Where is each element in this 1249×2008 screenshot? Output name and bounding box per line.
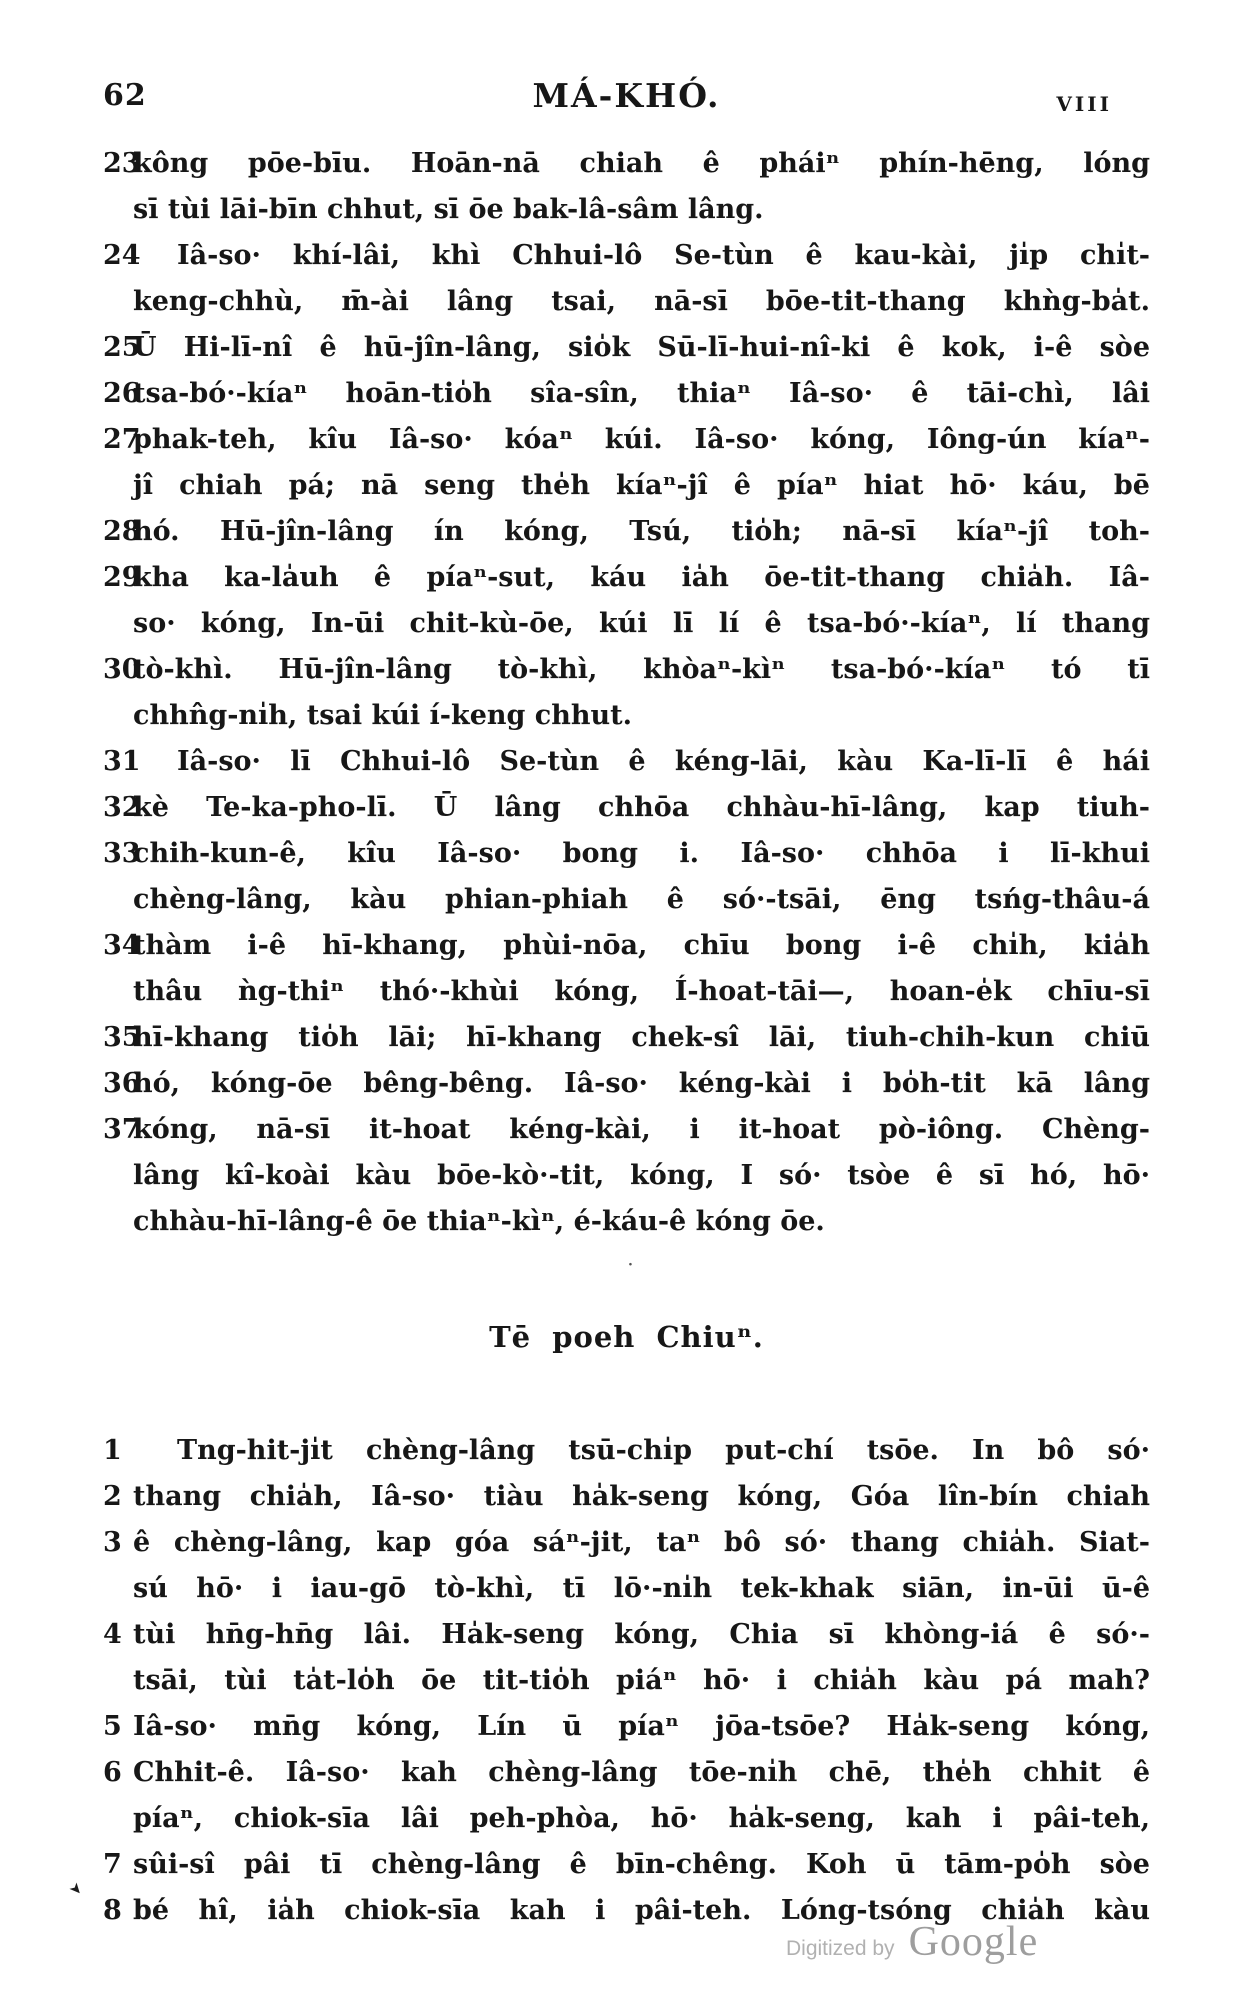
verse-number: 28 — [103, 516, 141, 547]
watermark-text: Digitized by — [786, 1937, 895, 1960]
verse-number: 1 — [103, 1435, 122, 1466]
verse-line — [103, 1428, 1150, 1474]
ink-mark: ➤ — [65, 1878, 88, 1900]
running-title: MÁ-KHÓ. — [532, 76, 721, 115]
verse-number: 23 — [103, 148, 141, 179]
verse-line — [103, 831, 1150, 877]
verse-line — [103, 1796, 1150, 1842]
verse-line — [103, 325, 1150, 371]
verse-text: Iâ-so· mn̄g kóng, Lín ū píaⁿ jōa-tsōe? Ha̍k-seng kóng, — [133, 1711, 1150, 1742]
verse-line — [103, 555, 1150, 601]
section-divider-dot: · — [628, 1257, 633, 1273]
verse-text: Chhit-ê. Iâ-so· kah chèng-lâng tōe-ni̍h chē, the̍h chhit ê — [133, 1757, 1150, 1788]
verse-line — [103, 1153, 1150, 1199]
verse-number: 35 — [103, 1022, 141, 1053]
verse-text: phak-teh, kîu Iâ-so· kóaⁿ kúi. Iâ-so· kóng, Iông-ún kíaⁿ- — [133, 424, 1150, 455]
page-header — [103, 76, 1150, 120]
verse-line — [103, 647, 1150, 693]
verse-text: tsāi, tùi ta̍t-lo̍h ōe tit-tio̍h piáⁿ hō· i chia̍h kàu pá mah? — [133, 1665, 1150, 1696]
verse-line — [103, 1566, 1150, 1612]
verse-text: kông pōe-bīu. Hoān-nā chiah ê pháiⁿ phín-hēng, lóng — [133, 148, 1150, 179]
verse-text: bé hî, ia̍h chiok-sīa kah i pâi-teh. Lóng-tsóng chia̍h kàu — [133, 1895, 1150, 1926]
watermark — [786, 1918, 1038, 1966]
verse-number: 30 — [103, 654, 141, 685]
verse-text: ê chèng-lâng, kap góa sáⁿ-jit, taⁿ bô só· thang chia̍h. Siat- — [133, 1527, 1150, 1558]
verse-number: 29 — [103, 562, 141, 593]
verse-line — [103, 1704, 1150, 1750]
verse-text: hī-khang tio̍h lāi; hī-khang chek-sî lāi, tiuh-chih-kun chiū — [133, 1022, 1150, 1053]
verse-line — [103, 1015, 1150, 1061]
verse-text: chèng-lâng, kàu phian-phiah ê só·-tsāi, ēng tsńg-thâu-á — [133, 884, 1150, 915]
verse-line — [103, 601, 1150, 647]
verse-text: hó. Hū-jîn-lâng ín kóng, Tsú, tio̍h; nā-sī kíaⁿ-jî toh- — [133, 516, 1150, 547]
chapter8-verse-block — [103, 1428, 1150, 1934]
verse-number: 36 — [103, 1068, 141, 1099]
verse-line — [103, 141, 1150, 187]
verse-line — [103, 923, 1150, 969]
verse-line — [103, 463, 1150, 509]
verse-line — [103, 1107, 1150, 1153]
verse-line — [103, 1474, 1150, 1520]
verse-text: thàm i-ê hī-khang, phùi-nōa, chīu bong i-ê chi̍h, kia̍h — [133, 930, 1150, 961]
verse-number: 26 — [103, 378, 141, 409]
verse-text: Tng-hit-ji̍t chèng-lâng tsū-chi̍p put-chí tsōe. In bô só· — [177, 1435, 1150, 1466]
verse-text: thang chia̍h, Iâ-so· tiàu ha̍k-seng kóng, Góa lîn-bín chiah — [133, 1481, 1150, 1512]
verse-line — [103, 371, 1150, 417]
verse-number: 31 — [103, 746, 141, 777]
verse-line — [103, 1842, 1150, 1888]
verse-number: 7 — [103, 1849, 122, 1880]
verse-number: 8 — [103, 1895, 122, 1926]
verse-text: kóng, nā-sī it-hoat kéng-kài, i it-hoat pò-iông. Chèng- — [133, 1114, 1150, 1145]
verse-line — [103, 1520, 1150, 1566]
verse-text: tùi hn̄g-hn̄g lâi. Ha̍k-seng kóng, Chia sī khòng-iá ê só·- — [133, 1619, 1150, 1650]
verse-line — [103, 877, 1150, 923]
verse-text: chhàu-hī-lâng-ê ōe thiaⁿ-kìⁿ, é-káu-ê kóng ōe. — [133, 1206, 825, 1237]
verse-text: thâu ǹg-thiⁿ thó·-khùi kóng, Í-hoat-tāi—, hoan-e̍k chīu-sī — [133, 976, 1150, 1007]
verse-text: sûi-sî pâi tī chèng-lâng ê bīn-chêng. Koh ū tām-po̍h sòe — [133, 1849, 1150, 1880]
chapter7-verse-block — [103, 141, 1150, 1245]
verse-text: kè Te-ka-pho-lī. Ū lâng chhōa chhàu-hī-lâng, kap tiuh- — [133, 792, 1150, 823]
verse-number: 6 — [103, 1757, 122, 1788]
verse-number: 24 — [103, 240, 141, 271]
watermark-google-logo: Google — [908, 1919, 1039, 1965]
verse-line — [103, 739, 1150, 785]
verse-number: 33 — [103, 838, 141, 869]
page-number: 62 — [103, 78, 147, 113]
verse-text: hó, kóng-ōe bêng-bêng. Iâ-so· kéng-kài i bo̍h-tit kā lâng — [133, 1068, 1150, 1099]
verse-text: chih-kun-ê, kîu Iâ-so· bong i. Iâ-so· chhōa i lī-khui — [133, 838, 1150, 869]
verse-text: chhn̂g-ni̍h, tsai kúi í-keng chhut. — [133, 700, 633, 731]
verse-line — [103, 1750, 1150, 1796]
verse-number: 37 — [103, 1114, 141, 1145]
verse-number: 3 — [103, 1527, 122, 1558]
verse-line — [103, 1199, 1150, 1245]
verse-line — [103, 785, 1150, 831]
verse-line — [103, 279, 1150, 325]
verse-text: keng-chhù, m̄-ài lâng tsai, nā-sī bōe-tit-thang khǹg-ba̍t. — [133, 286, 1150, 317]
verse-text: kha ka-la̍uh ê píaⁿ-sut, káu ia̍h ōe-tit-thang chia̍h. Iâ- — [133, 562, 1150, 593]
verse-number: 4 — [103, 1619, 122, 1650]
verse-number: 2 — [103, 1481, 122, 1512]
verse-number: 27 — [103, 424, 141, 455]
verse-number: 25 — [103, 332, 141, 363]
verse-line — [103, 417, 1150, 463]
verse-text: sī tùi lāi-bīn chhut, sī ōe bak-lâ-sâm lâng. — [133, 194, 764, 225]
verse-line — [103, 1061, 1150, 1107]
verse-number: 5 — [103, 1711, 122, 1742]
verse-line — [103, 1658, 1150, 1704]
verse-text: Iâ-so· lī Chhui-lô Se-tùn ê kéng-lāi, kàu Ka-lī-lī ê hái — [177, 746, 1150, 777]
verse-text: tsa-bó·-kíaⁿ hoān-tio̍h sîa-sîn, thiaⁿ Iâ-so· ê tāi-chì, lâi — [133, 378, 1150, 409]
verse-line — [103, 1612, 1150, 1658]
verse-text: lâng kî-koài kàu bōe-kò·-tit, kóng, I só· tsòe ê sī hó, hō· — [133, 1160, 1150, 1191]
verse-text: píaⁿ, chiok-sīa lâi peh-phòa, hō· ha̍k-seng, kah i pâi-teh, — [133, 1803, 1150, 1834]
verse-text: tò-khì. Hū-jîn-lâng tò-khì, khòaⁿ-kìⁿ tsa-bó·-kíaⁿ tó tī — [133, 654, 1150, 685]
verse-text: jî chiah pá; nā seng the̍h kíaⁿ-jî ê píaⁿ hiat hō· káu, bē — [133, 470, 1150, 501]
chapter8-heading: Tē poeh Chiuⁿ. — [489, 1320, 764, 1354]
verse-line — [103, 693, 1150, 739]
verse-line — [103, 969, 1150, 1015]
verse-text: Iâ-so· khí-lâi, khì Chhui-lô Se-tùn ê kau-kài, ji̍p chi̍t- — [177, 240, 1150, 271]
verse-number: 34 — [103, 930, 141, 961]
verse-line — [103, 509, 1150, 555]
verse-line — [103, 233, 1150, 279]
verse-line — [103, 187, 1150, 233]
chapter-roman-numeral: VIII — [1056, 92, 1112, 116]
verse-number: 32 — [103, 792, 141, 823]
verse-text: sú hō· i iau-gō tò-khì, tī lō·-ni̍h tek-khak siān, in-ūi ū-ê — [133, 1573, 1150, 1604]
verse-text: so· kóng, In-ūi chit-kù-ōe, kúi lī lí ê tsa-bó·-kíaⁿ, lí thang — [133, 608, 1150, 639]
verse-text: Ū Hi-lī-nî ê hū-jîn-lâng, sio̍k Sū-lī-hui-nî-ki ê kok, i-ê sòe — [133, 332, 1150, 363]
